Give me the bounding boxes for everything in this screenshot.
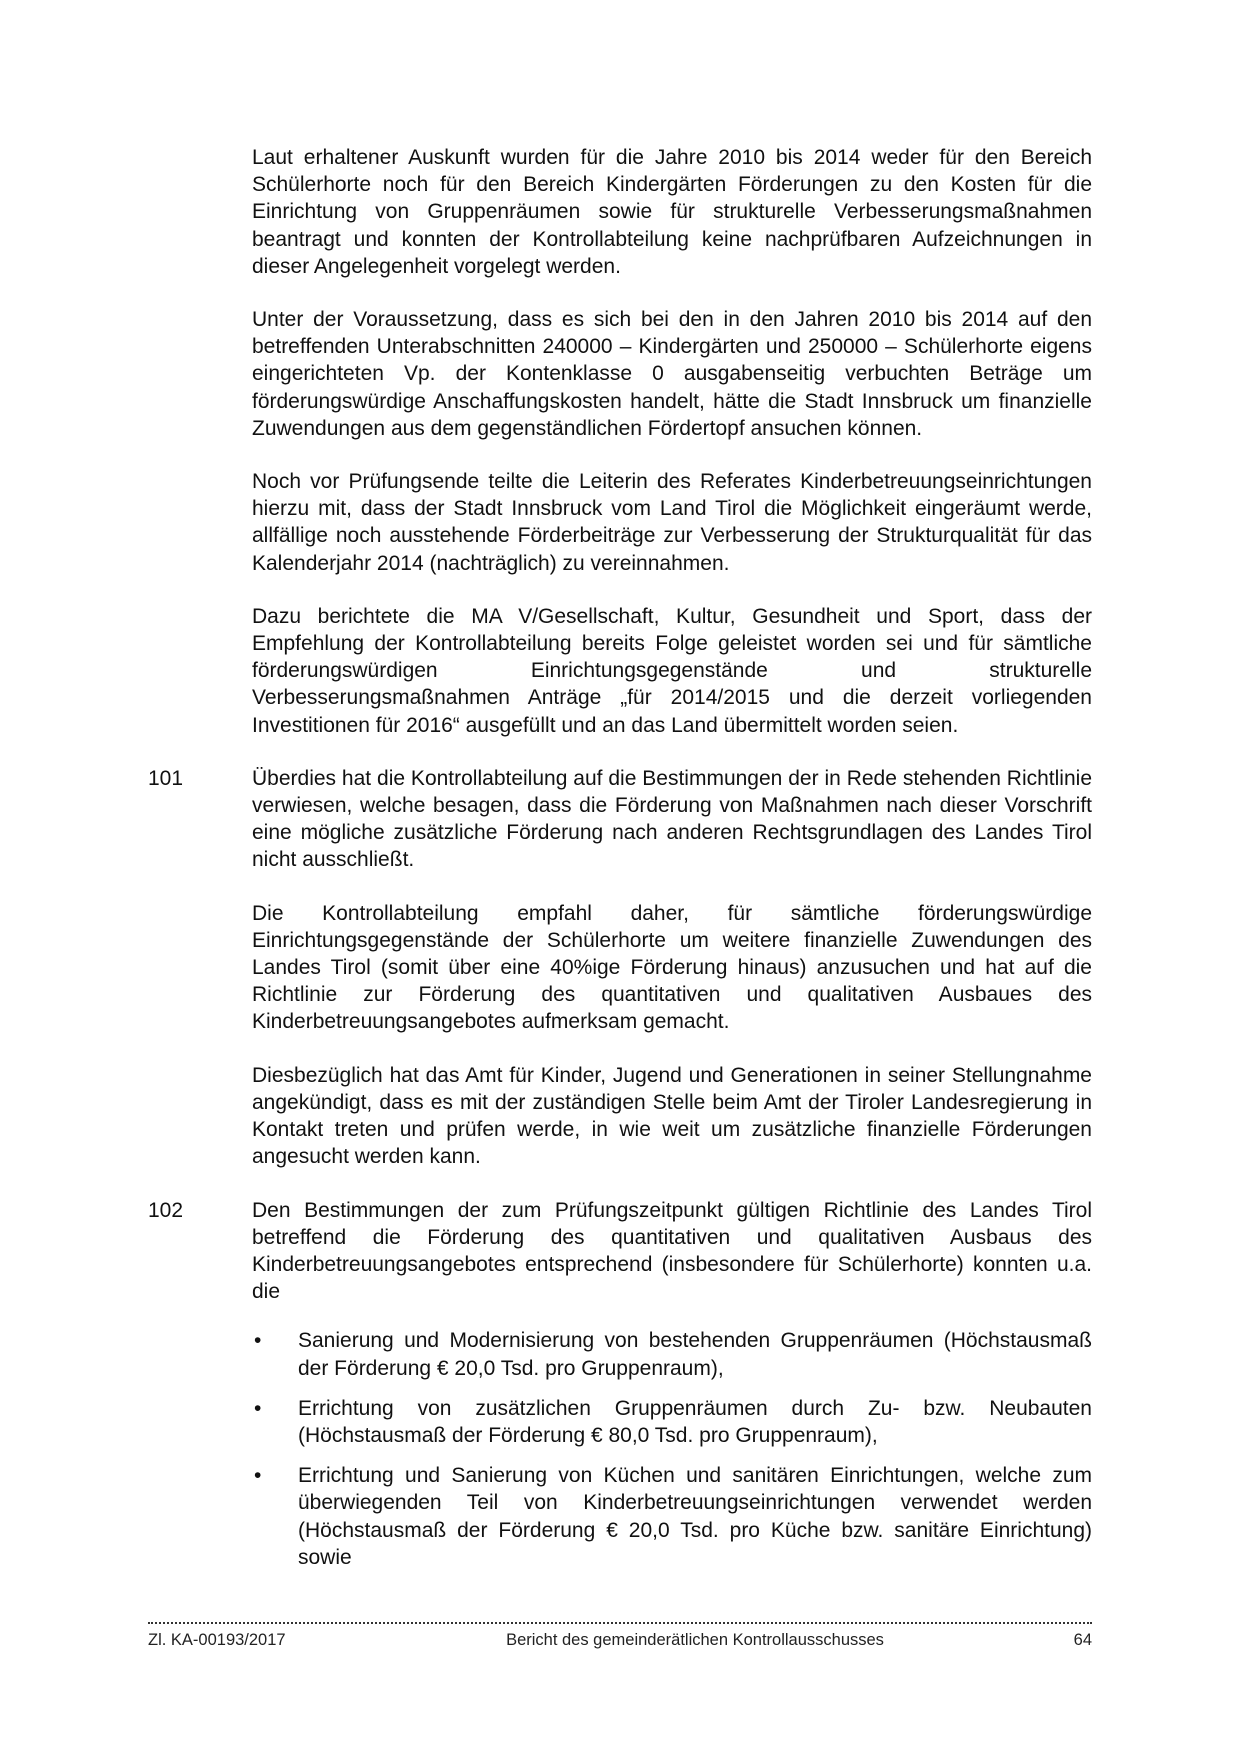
footer-reference: Zl. KA-00193/2017 <box>148 1631 286 1649</box>
paragraph: Unter der Voraussetzung, dass es sich bei den in den Jahren 2010 bis 2014 auf den betreffenden Unterabschnitten 240000 – Kindergärten und 250000 – Schülerhorte eigens eingerichteten Vp. der Kontenklasse 0 ausgabenseitig verbuchten Beträge um förderungswürdige Anschaffungskosten handelt, hätte die Stadt Innsbruck um finanzielle Zuwendungen aus dem gegenständlichen Fördertopf ansuchen können. <box>252 308 1092 440</box>
section-102 <box>148 1197 1092 1328</box>
bullet-icon: • <box>254 1396 262 1420</box>
section-101 <box>148 765 1092 1197</box>
section-number: 101 <box>148 766 184 790</box>
section-body <box>252 765 1092 1197</box>
paragraph: Dazu berichtete die MA V/Gesellschaft, Kultur, Gesundheit und Sport, dass der Empfehlung der Kontrollabteilung bereits Folge geleistet worden sei und für sämtliche förderungswürdigen Einrichtungsgegenstände und strukturelle Verbesserungsmaßnahmen Anträge „für 2014/2015 und die derzeit vorliegenden Investitionen für 2016“ ausgefüllt und an das Land übermittelt worden seien. <box>252 604 1092 737</box>
page-number: 64 <box>1073 1631 1092 1649</box>
section-number: 102 <box>148 1198 184 1222</box>
paragraph: Den Bestimmungen der zum Prüfungszeitpunkt gültigen Richtlinie des Landes Tirol betreffend die Förderung des quantitativen und qualitativen Ausbaus des Kinderbetreuungsangebotes entsprechend (insbesondere für Schülerhorte) konnten u.a. die <box>252 1198 1092 1304</box>
paragraph: Überdies hat die Kontrollabteilung auf die Bestimmungen der in Rede stehenden Richtlinie verwiesen, welche besagen, dass die Förderung von Maßnahmen nach dieser Vorschrift eine mögliche zusätzliche Förderung nach anderen Rechtsgrundlagen des Landes Tirol nicht ausschließt. <box>252 766 1092 872</box>
list-item-text: Sanierung und Modernisierung von bestehenden Gruppenräumen (Höchstausmaß der Förderung € 20,0 Tsd. pro Gruppenraum), <box>298 1329 1092 1380</box>
bullet-list <box>252 1327 1092 1571</box>
list-item-text: Errichtung von zusätzlichen Gruppenräumen durch Zu- bzw. Neubauten (Höchstausmaß der Förderung € 80,0 Tsd. pro Gruppenraum), <box>298 1396 1092 1447</box>
list-item <box>252 1395 1092 1449</box>
section-body <box>252 1197 1092 1328</box>
paragraph: Die Kontrollabteilung empfahl daher, für sämtliche förderungswürdige Einrichtungsgegenstände der Schülerhorte um weitere finanzielle Zuwendungen des Landes Tirol (somit über eine 40%ige Förderung hinaus) anzusuchen und hat auf die Richtlinie zur Förderung des quantitativen und qualitativen Ausbaues des Kinderbetreuungsangebotes aufmerksam gemacht. <box>252 901 1092 1034</box>
paragraph: Noch vor Prüfungsende teilte die Leiterin des Referates Kinderbetreuungseinrichtungen hierzu mit, dass der Stadt Innsbruck vom Land Tirol die Möglichkeit eingeräumt werde, allfällige noch ausstehende Förderbeiträge zur Verbesserung der Strukturqualität für das Kalenderjahr 2014 (nachträglich) zu vereinnahmen. <box>252 470 1092 575</box>
list-item-text: Errichtung und Sanierung von Küchen und sanitären Einrichtungen, welche zum überwiegenden Teil von Kinderbetreuungseinrichtungen verwendet werden (Höchstausmaß der Förderung € 20,0 Tsd. pro Küche bzw. sanitäre Einrichtung) sowie <box>298 1464 1092 1569</box>
page-footer <box>148 1630 1092 1650</box>
bullet-icon: • <box>254 1464 262 1488</box>
list-item <box>252 1327 1092 1381</box>
paragraph: Laut erhaltener Auskunft wurden für die Jahre 2010 bis 2014 weder für den Bereich Schülerhorte noch für den Bereich Kindergärten Förderungen zu den Kosten für die Einrichtung von Gruppenräumen sowie für strukturelle Verbesserungsmaßnahmen beantragt und konnten der Kontrollabteilung keine nachprüfbaren Aufzeichnungen in dieser Angelegenheit vorgelegt werden. <box>252 146 1092 278</box>
bullet-icon: • <box>254 1329 262 1353</box>
footer-divider <box>148 1622 1092 1624</box>
list-item <box>252 1462 1092 1571</box>
footer-title: Bericht des gemeinderätlichen Kontrollausschusses <box>506 1631 884 1649</box>
paragraph: Diesbezüglich hat das Amt für Kinder, Jugend und Generationen in seiner Stellungnahme angekündigt, dass es mit der zuständigen Stelle beim Amt der Tiroler Landesregierung in Kontakt treten und prüfen werde, in wie weit um zusätzliche finanzielle Förderungen angesucht werden kann. <box>252 1063 1092 1169</box>
page-content <box>148 144 1092 1584</box>
